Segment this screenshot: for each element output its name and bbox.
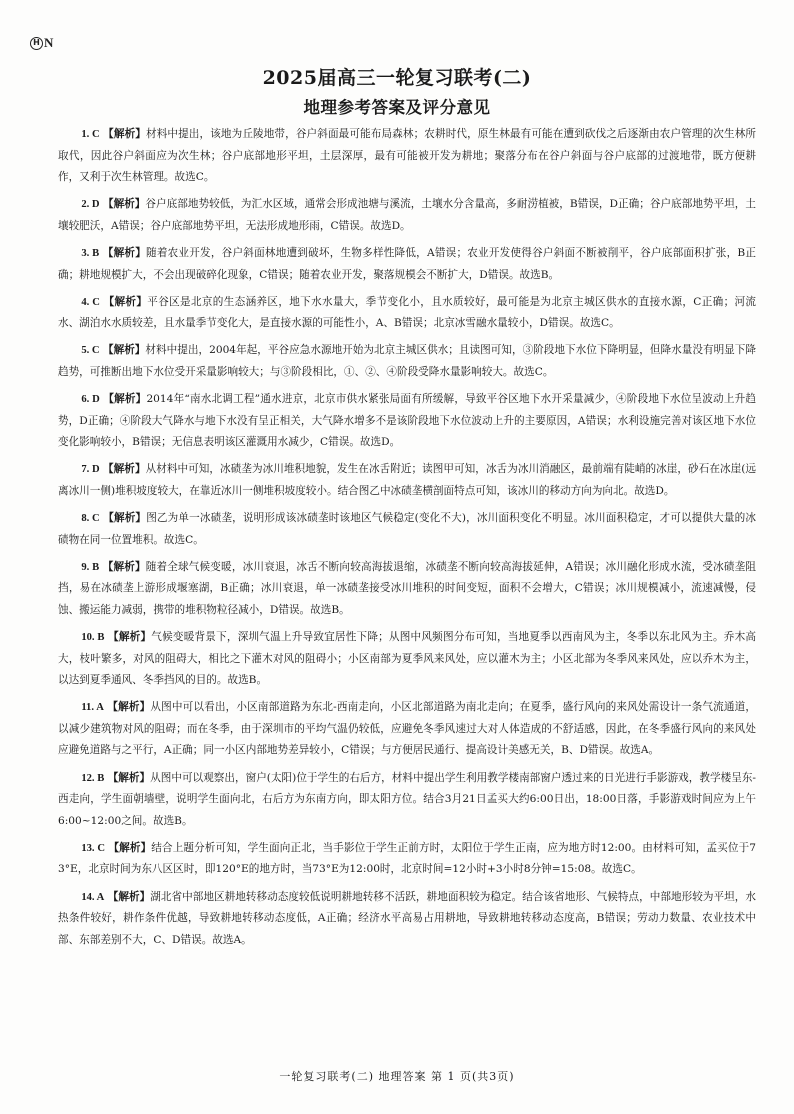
answer-number: 12. B <box>81 772 105 784</box>
analysis-text: 材料中提出，该地为丘陵地带，谷户斜面最可能布局森林；农耕时代，原生林最有可能在遭到砍伐之后逐渐由农户管理的次生林所取代，因此谷户斜面应为次生林；谷户底部地形平坦，土层深厚，最有可能被开发为耕地；聚落分布在谷户斜面与谷户底部的过渡地带，既方便耕作，又利于次生林管理。故选C。 <box>58 128 757 184</box>
page-subtitle: 地理参考答案及评分意见 <box>303 98 491 117</box>
answer-number: 4. C <box>81 296 100 308</box>
answer-number: 14. A <box>81 891 105 903</box>
analysis-tag: 【解析】 <box>103 393 147 406</box>
analysis-tag: 【解析】 <box>108 630 152 643</box>
answer-item <box>58 627 756 692</box>
answer-item <box>58 194 756 237</box>
analysis-text: 从材料中可知，冰碛垄为冰川堆积地貌，发生在冰舌附近；读图甲可知，冰舌为冰川消融区，最前端有陡峭的冰崖，砂石在冰崖(远离冰川一侧)堆积坡度较大，在靠近冰川一侧堆积坡度较小。结合图乙中冰碛垄横剖面特点可知，该冰川的移动方向为向北。故选D。 <box>58 463 756 497</box>
answer-number: 5. C <box>81 345 100 357</box>
analysis-text: 平谷区是北京的生态涵养区，地下水水量大，季节变化小，且水质较好，最可能是为北京主城区供水的直接水源，C正确；河流水、湖泊水水质较差，且水量季节变化大，是直接水源的可能性小，A、B错误；北京冰雪融水量较小，D错误。故选C。 <box>58 295 757 330</box>
answer-number: 9. B <box>81 561 100 573</box>
answer-number: 2. D <box>81 199 100 211</box>
analysis-tag: 【解析】 <box>102 246 147 259</box>
publisher-logo <box>30 34 53 52</box>
answer-item <box>58 887 756 952</box>
analysis-tag: 【解析】 <box>107 890 151 903</box>
analysis-tag: 【解析】 <box>107 701 151 714</box>
answer-number: 7. D <box>81 464 100 476</box>
analysis-text: 从图中可以观察出，窗户(太阳)位于学生的右后方，材料中提出学生利用教学楼南部窗户透过来的日光进行手影游戏，教学楼呈东-西走向，学生面朝墙壁，说明学生面向北，右后方为东南方向，即太阳方位。结合3月21日孟买大约6:00日出，18:00日落，手影游戏时间应为上午6:00~12:00之间。故选B。 <box>58 771 757 827</box>
answer-number: 11. A <box>81 702 104 714</box>
answer-item <box>58 389 756 454</box>
circle-h-icon: H <box>30 37 43 50</box>
analysis-text: 湖北省中部地区耕地转移动态度较低说明耕地转移不活跃，耕地面积较为稳定。结合该省地形、气候特点，中部地形较为平坦，水热条件较好，耕作条件优越，导致耕地转移动态度低，A正确；经济水平高易占用耕地，导致耕地转移动态度高，B错误；劳动力数量、农业技术中部、东部差别不大，C、D错误。故选A。 <box>58 890 756 946</box>
answer-item <box>58 768 756 833</box>
answer-item <box>58 292 756 335</box>
answer-item <box>58 243 756 286</box>
analysis-text: 2014年“南水北调工程”通水进京，北京市供水紧张局面有所缓解，导致平谷区地下水开采量减少，④阶段地下水位呈波动上升趋势，D正确；④阶段大气降水与地下水没有呈正相关，大气降水增多不是该阶段地下水位波动上升的主要原因，A错误；水利设施完善对该区地下水位变化影响较小，B错误；无信息表明该区灌溉用水减少，C错误。故选D。 <box>58 393 756 449</box>
analysis-tag: 【解析】 <box>108 841 152 854</box>
analysis-text: 随着农业开发，谷户斜面林地遭到破坏，生物多样性降低，A错误；农业开发使得谷户斜面不断被削平，谷户底部面积扩张，B正确；耕地规模扩大，不会出现破碎化现象，C错误；随着农业开发，聚落规模会不断扩大，D错误。故选B。 <box>58 246 756 281</box>
answer-item <box>58 508 756 551</box>
answer-item <box>58 340 756 383</box>
answer-number: 6. D <box>81 394 100 406</box>
analysis-tag: 【解析】 <box>102 344 146 357</box>
answer-number: 8. C <box>81 513 100 524</box>
analysis-text: 材料中提出，2004年起，平谷应急水源地开始为北京主城区供水；且读图可知，③阶段地下水位下降明显，但降水量没有明显下降趋势，可推断出地下水位受开采量影响较大；与③阶段相比，①、②、④阶段受降水量影响较大。故选C。 <box>58 344 756 378</box>
answer-number: 3. B <box>81 247 100 259</box>
analysis-text: 从图中可以看出，小区南部道路为东北-西南走向，小区北部道路为南北走向；在夏季，盛行风向的来风处需设计一条气流通道，以减少建筑物对风的阻碍；而在冬季，由于深圳市的平均气温仍较低，应避免冬季风速过大对人体造成的不舒适感，因此，在冬季盛行风向的来风处应避免道路与之平行，A正确；同一小区内部地势差异较小，C错误；与方便居民通行、提高设计美感无关，B、D错误。故选A。 <box>58 701 757 757</box>
logo-letter: N <box>44 35 54 50</box>
analysis-tag: 【解析】 <box>103 463 146 476</box>
answer-item <box>58 124 756 189</box>
answer-number: 1. C <box>81 129 100 140</box>
answer-item <box>58 557 756 622</box>
analysis-tag: 【解析】 <box>102 560 146 573</box>
answer-list <box>58 124 756 957</box>
answer-item <box>58 459 756 502</box>
analysis-text: 气候变暖背景下，深圳气温上升导致宜居性下降；从图中风频图分布可知，当地夏季以西南风为主，冬季以东北风为主。乔木高大，枝叶繁多，对风的阻碍大，相比之下灌木对风的阻碍小；小区南部为夏季风来风处，应以灌木为主；小区北部为冬季风来风处，应以乔木为主，以达到夏季通风、冬季挡风的目的。故选B。 <box>58 630 756 687</box>
analysis-tag: 【解析】 <box>103 128 146 140</box>
analysis-text: 随着全球气候变暖，冰川衰退，冰舌不断向较高海拔退缩，冰碛垄不断向较高海拔延伸，A错误；冰川融化形成水流，受冰碛垄阻挡，易在冰碛垄上游形成堰塞湖，B正确；冰川衰退，单一冰碛垄接受冰川堆积的时间变短，面积不会增大，C错误；冰川规模减小，流速减慢，侵蚀、搬运能力减弱，携带的堆积物粒径减小，D错误。故选B。 <box>58 560 756 616</box>
analysis-tag: 【解析】 <box>103 295 148 308</box>
analysis-text: 谷户底部地势较低，为汇水区域，通常会形成池塘与溪流，土壤水分含量高，多耐涝植被，B错误，D正确；谷户底部地势平坦，土壤较肥沃，A错误；谷户底部地势平坦，无法形成地形雨，C错误。故选D。 <box>58 198 756 232</box>
answer-number: 10. B <box>81 631 105 643</box>
page-footer: 一轮复习联考(二) 地理答案 第 1 页(共3页) <box>279 1070 515 1083</box>
answer-item <box>58 697 756 762</box>
page-title: 2025届高三一轮复习联考(二) <box>262 67 532 89</box>
analysis-tag: 【解析】 <box>102 198 146 211</box>
analysis-text: 结合上题分析可知，学生面向正北，当手影位于学生正前方时，太阳位于学生正南，应为地方时12:00。由材料可知，孟买位于73°E，北京时间为东八区区时，即120°E的地方时，当73°E为12:00时，北京时间=12小时+3小时8分钟=15:08。故选C。 <box>58 841 757 876</box>
analysis-text: 图乙为单一冰碛垄，说明形成该冰碛垄时该地区气候稳定(变化不大)，冰川面积变化不明显。冰川面积稳定，才可以提供大量的冰碛物在同一位置堆积。故选C。 <box>58 512 756 546</box>
analysis-tag: 【解析】 <box>103 512 147 524</box>
answer-item <box>58 838 756 881</box>
answer-number: 13. C <box>81 842 105 854</box>
analysis-tag: 【解析】 <box>107 771 151 784</box>
